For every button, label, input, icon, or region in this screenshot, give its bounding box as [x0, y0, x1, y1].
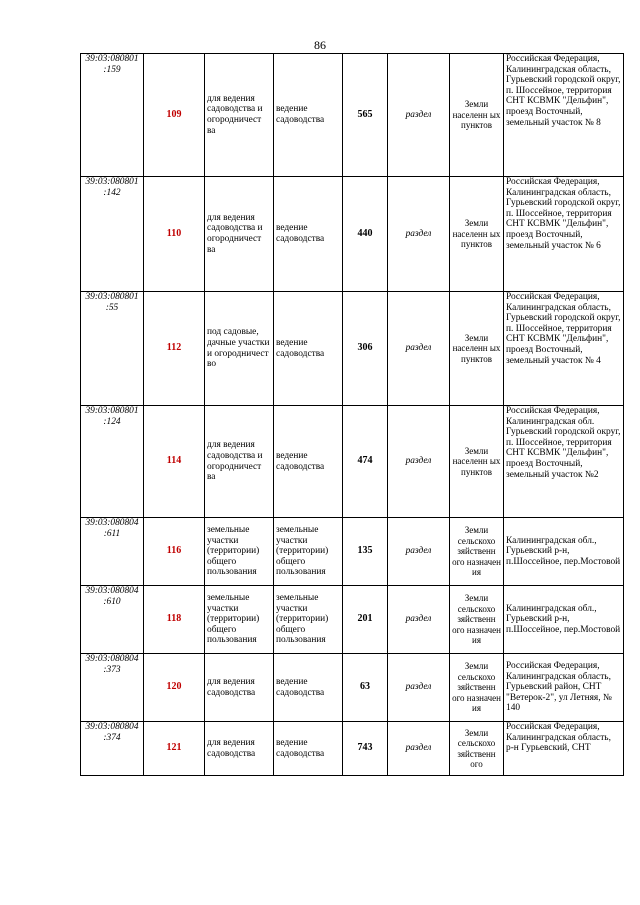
use-type: земельные участки (территории) общего пользования [274, 586, 343, 654]
operation-type: раздел [388, 54, 450, 177]
plot-area: 306 [343, 292, 388, 406]
use-type: ведение садоводства [274, 292, 343, 406]
operation-type: раздел [388, 406, 450, 518]
operation-type: раздел [388, 177, 450, 292]
cadastral-number: 39:03:080804 :611 [81, 518, 144, 586]
use-type: ведение садоводства [274, 177, 343, 292]
operation-type: раздел [388, 654, 450, 722]
plot-area: 743 [343, 722, 388, 776]
use-type: ведение садоводства [274, 54, 343, 177]
permitted-use: для ведения садоводства [205, 722, 274, 776]
plot-address: Российская Федерация, Калининградская область, Гурьевский городской округ, п. Шоссейное, территория СНТ КСВМК "Дельфин", проезд Восточный, земельный участок № 8 [504, 54, 624, 177]
cadastral-number: 39:03:080801 :55 [81, 292, 144, 406]
land-plots-table [80, 53, 624, 776]
plot-area: 201 [343, 586, 388, 654]
plot-number: 110 [144, 177, 205, 292]
use-type: ведение садоводства [274, 406, 343, 518]
table-row [81, 722, 624, 776]
operation-type: раздел [388, 722, 450, 776]
cadastral-number: 39:03:080804 :373 [81, 654, 144, 722]
plot-number: 118 [144, 586, 205, 654]
plot-address: Калининградская обл., Гурьевский р-н, п.Шоссейное, пер.Мостовой [504, 518, 624, 586]
land-category: Земли сельскохо зяйственн ого назначен ия [450, 586, 504, 654]
cadastral-number: 39:03:080801 :142 [81, 177, 144, 292]
table-row [81, 292, 624, 406]
plot-address: Российская Федерация, Калининградская область, Гурьевский городской округ, п. Шоссейное, территория СНТ КСВМК "Дельфин", проезд Восточный, земельный участок № 4 [504, 292, 624, 406]
use-type: ведение садоводства [274, 722, 343, 776]
use-type: земельные участки (территории) общего пользования [274, 518, 343, 586]
operation-type: раздел [388, 586, 450, 654]
plot-number: 116 [144, 518, 205, 586]
permitted-use: для ведения садоводства [205, 654, 274, 722]
plot-number: 112 [144, 292, 205, 406]
permitted-use: для ведения садоводства и огородничест ва [205, 177, 274, 292]
plot-area: 565 [343, 54, 388, 177]
land-category: Земли сельскохо зяйственн ого [450, 722, 504, 776]
plot-area: 135 [343, 518, 388, 586]
plot-number: 109 [144, 54, 205, 177]
plot-area: 63 [343, 654, 388, 722]
land-category: Земли населенн ых пунктов [450, 292, 504, 406]
plot-number: 121 [144, 722, 205, 776]
table-row [81, 586, 624, 654]
permitted-use: земельные участки (территории) общего пользования [205, 586, 274, 654]
plot-number: 120 [144, 654, 205, 722]
plot-address: Калининградская обл., Гурьевский р-н, п.Шоссейное, пер.Мостовой [504, 586, 624, 654]
permitted-use: под садовые, дачные участки и огородничест во [205, 292, 274, 406]
use-type: ведение садоводства [274, 654, 343, 722]
plot-address: Российская Федерация, Калининградская область, р-н Гурьевский, СНТ [504, 722, 624, 776]
land-category: Земли населенн ых пунктов [450, 54, 504, 177]
table-row [81, 654, 624, 722]
table-row [81, 54, 624, 177]
cadastral-number: 39:03:080804 :610 [81, 586, 144, 654]
operation-type: раздел [388, 518, 450, 586]
page-number: 86 [314, 38, 326, 52]
table-row [81, 518, 624, 586]
permitted-use: для ведения садоводства и огородничест ва [205, 406, 274, 518]
land-category: Земли населенн ых пунктов [450, 177, 504, 292]
cadastral-number: 39:03:080801 :124 [81, 406, 144, 518]
land-category: Земли населенн ых пунктов [450, 406, 504, 518]
table-row [81, 177, 624, 292]
plot-address: Российская Федерация, Калининградская область, Гурьевский район, СНТ "Ветерок-2", ул Летняя, № 140 [504, 654, 624, 722]
plot-address: Российская Федерация, Калининградская область, Гурьевский городской округ, п. Шоссейное, территория СНТ КСВМК "Дельфин", проезд Восточный, земельный участок № 6 [504, 177, 624, 292]
permitted-use: земельные участки (территории) общего пользования [205, 518, 274, 586]
plot-area: 474 [343, 406, 388, 518]
land-category: Земли сельскохо зяйственн ого назначен ия [450, 518, 504, 586]
permitted-use: для ведения садоводства и огородничест ва [205, 54, 274, 177]
table-row [81, 406, 624, 518]
land-category: Земли сельскохо зяйственн ого назначен ия [450, 654, 504, 722]
operation-type: раздел [388, 292, 450, 406]
cadastral-number: 39:03:080801 :159 [81, 54, 144, 177]
cadastral-number: 39:03:080804 :374 [81, 722, 144, 776]
plot-number: 114 [144, 406, 205, 518]
plot-area: 440 [343, 177, 388, 292]
plot-address: Российская Федерация, Калининградская обл. Гурьевский городской округ, п. Шоссейное, территория СНТ КСВМК "Дельфин", проезд Восточный, земельный участок №2 [504, 406, 624, 518]
